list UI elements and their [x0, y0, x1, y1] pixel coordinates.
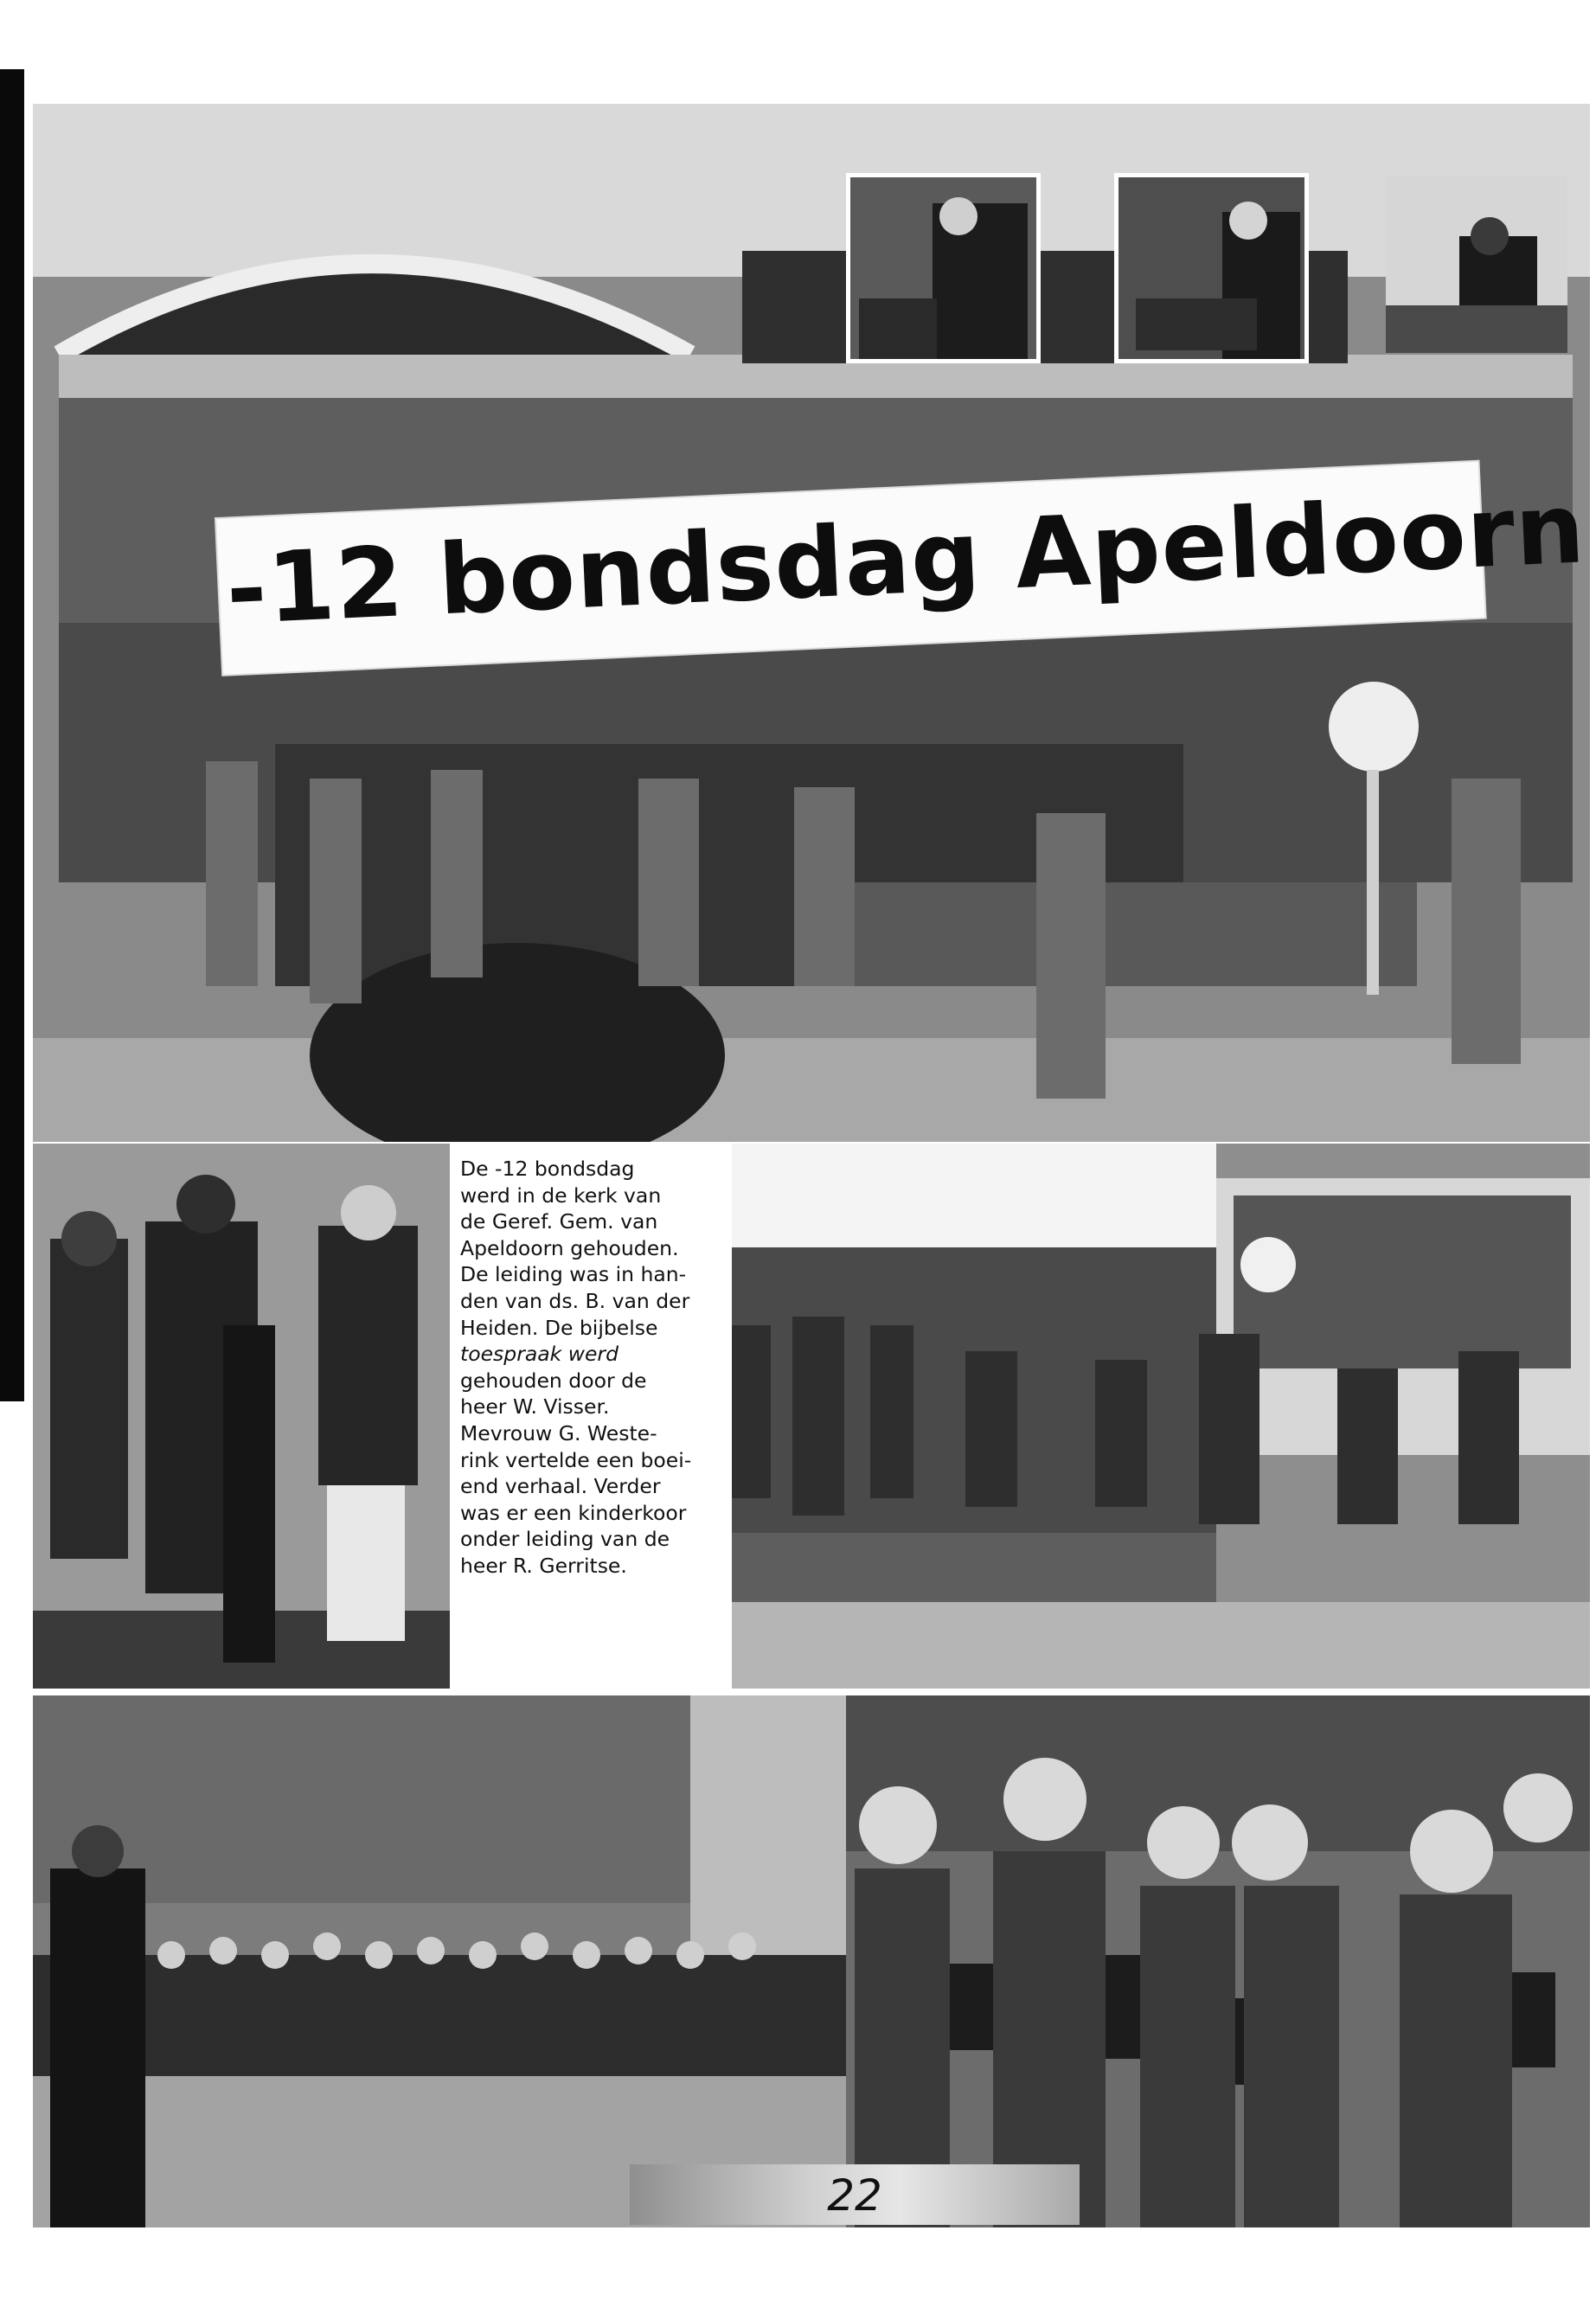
- photo-speaker-3: [1386, 176, 1567, 353]
- article-title: -12 bondsdag Apeldoorn: [223, 472, 1588, 647]
- caption-line: rink vertelde een boei-: [460, 1447, 692, 1472]
- caption-line: was er een kinderkoor: [460, 1500, 687, 1525]
- caption-line: De -12 bondsdag: [460, 1157, 635, 1181]
- caption-line: gehouden door de: [460, 1368, 647, 1393]
- page-number: 22: [827, 2170, 882, 2221]
- caption-line: den van ds. B. van der: [460, 1288, 690, 1313]
- caption-line: toespraak werd: [460, 1342, 619, 1367]
- article-caption: [460, 1156, 720, 1580]
- photo-choir-conductor: [33, 1695, 846, 2227]
- photo-children-choir-singing: [846, 1695, 1590, 2227]
- caption-line: end verhaal. Verder: [460, 1474, 661, 1499]
- caption-line: De leiding was in han-: [460, 1262, 687, 1287]
- scan-edge: [0, 69, 24, 1401]
- caption-line: werd in de kerk van: [460, 1183, 662, 1208]
- photo-speaker-1: [846, 173, 1041, 363]
- photo-children-outside-bus: [732, 1144, 1590, 1689]
- page-number-bar: [630, 2164, 1080, 2225]
- caption-line: heer W. Visser.: [460, 1394, 610, 1420]
- caption-line: onder leiding van de: [460, 1527, 670, 1552]
- caption-line: heer R. Gerritse.: [460, 1553, 627, 1578]
- photo-speaker-2: [1114, 173, 1309, 363]
- caption-line: Apeldoorn gehouden.: [460, 1235, 679, 1260]
- photo-children-lectern: [33, 1144, 450, 1689]
- caption-line: Heiden. De bijbelse: [460, 1315, 658, 1340]
- caption-line: Mevrouw G. Weste-: [460, 1420, 657, 1445]
- caption-line: de Geref. Gem. van: [460, 1209, 658, 1234]
